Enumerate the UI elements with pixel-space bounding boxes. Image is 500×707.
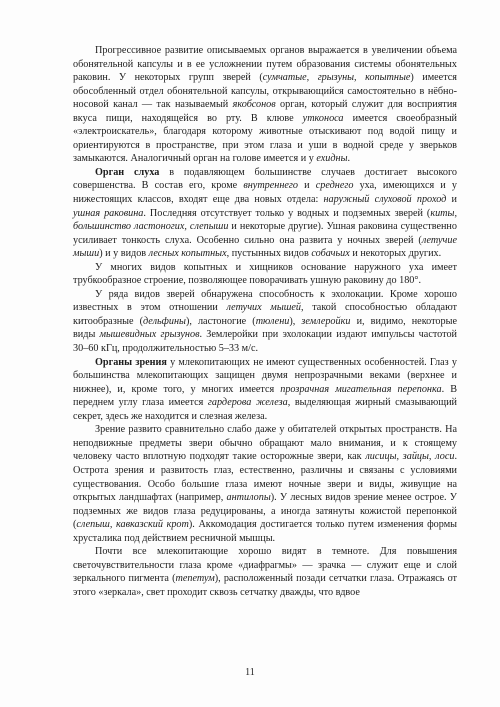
paragraph-vision-acuity [73,423,457,545]
text-run: У ряда видов зверей обнаружена способность к эхолокации. Кроме хорошо известных в этом отношении [73,288,457,314]
text-run: и, видимо, некоторые виды [73,315,457,341]
page-number: 11 [245,667,255,678]
text-run: . Острота зрения и развитость глаз, естественно, различны и связаны с условиями существования. Особо большие глаза имеют ночные звери и виды, живущие на открытых ландшафтах (например, [73,451,458,504]
italic-term: землеройки [301,315,351,327]
italic-term: наружный слуховой проход [323,194,447,206]
italic-term: ехидны [316,153,348,165]
text-run: Почти все млекопитающие хорошо видят в темноте. Для повышения светочувствительности глаза кроме «диафрагмы» — зрачка — служит еще и слой зеркального пигмента ( [73,546,457,585]
text-run: Прогрессивное развитие описываемых органов выражается в увеличении объема обонятельной капсулы и в ее усложнении путем образования системы обонятельных раковин. У некоторых групп зверей ( [73,45,457,84]
italic-term: лисицы, зайцы, лоси [365,451,455,463]
text-run: ), ластоногие ( [185,315,256,327]
text-run: . Землеройки при эхолокации издают импульсы частотой 30–60 кГц, продолжительностью 5–33 м/с. [73,329,457,355]
italic-term: летучих мышей [226,302,302,314]
text-run: , выделяющая жирный смазывающий секрет, здесь же находится и слезная железа. [73,397,457,422]
italic-term: внутреннего [243,180,298,192]
italic-term: якобсонов [232,99,276,111]
italic-term: лесных копытных [148,248,227,260]
italic-term: слепыш, кавказский крот [76,519,189,531]
italic-term: утконоса [302,112,344,124]
paragraph-olfactory [73,44,457,166]
text-run: орган, который служит для восприятия вкуса пищи, находящейся во рту. В клюве [73,99,457,124]
italic-term: собачьих [311,248,350,260]
text-run: и некоторых других. [349,248,442,260]
italic-term: летучие мыши [73,234,457,260]
text-run: . [347,153,351,165]
paragraph-ear-rotation [73,261,457,288]
text-run: ). У лесных видов зрение менее острое. У подземных же видов глаза редуцированы, а иногда затянуты кожистой перепонкой ( [73,492,457,531]
italic-term: тепетум [175,573,215,585]
italic-term: ушная раковина [73,207,144,219]
text-run: , пустынных видов [226,248,312,260]
text-run: в подавляющем большинстве случаев достигает высокого совершенства. В состав его, кроме [73,166,457,192]
text-run: У многих видов копытных и хищников основание наружного уха имеет трубкообразное строение, позволяющее поворачивать ушную раковину до 180°. [73,261,457,287]
italic-term: киты, большинство ластоногих, слепыши [73,207,457,233]
body-text [73,44,457,599]
text-run: . В переднем углу глаза имеется [73,383,457,409]
text-run: и [298,180,316,192]
text-run: . Последняя отсутствует только у водных и подземных зверей ( [143,207,431,219]
italic-term: антилопы [226,492,271,504]
text-run: имеется своеобразный «электроискатель», благодаря которому животные отыскивают под водой пищу и ориентируются в пространстве, при этом глаза и уши в водной среде у зверьков замыкаются. Аналогичный орган на голове имеется и у [73,112,457,165]
italic-term: дельфины [143,315,186,327]
text-run: ) имеется обособленный отдел обонятельной капсулы, открывающийся самостоятельно в нёбно-носовой канал — так называемый [73,72,457,111]
paragraph-night-vision [73,545,457,599]
italic-term: сумчатые, грызуны, копытные [262,72,411,84]
text-run: у млекопитающих не имеют существенных особенностей. Глаз у большинства млекопитающих защищен двумя непрозрачными веками (верхнее и нижнее), и, кроме того, у многих имеется [73,356,457,395]
text-run: Зрение развито сравнительно слабо даже у обитателей открытых пространств. На неподвижные предметы звери обычно обращают мало внимания, и к стоящему человеку часто вплотную подходят такие осторожные звери, как [73,424,457,463]
italic-term: мышевидных грызунов [99,329,200,341]
text-run: и [446,194,457,206]
paragraph-echolocation [73,288,457,356]
text-run: уха, имеющихся и у нижестоящих классов, входят еще два новых отдела: [73,180,457,206]
text-run: , такой способностью обладают китообразные ( [73,302,457,327]
paragraph-hearing [73,166,457,261]
text-run: ) и у видов [99,248,149,260]
text-run: ), [289,315,302,327]
bold-term: Орган слуха [95,166,160,178]
text-run: и некоторые другие). Ушная раковина существенно усиливает тонкость слуха. Особенно сильно она развита у ночных зверей ( [73,221,457,246]
paragraph-vision [73,356,457,424]
italic-term: прозрачная мигательная перепонка [280,383,442,395]
italic-term: гардерова железа [207,397,288,409]
italic-term: среднего [315,180,354,192]
bold-term: Органы зрения [95,356,167,368]
italic-term: тюлени [255,315,290,327]
text-run: ). Аккомодация достигается только путем изменения формы хрусталика под действием ресничной мышцы. [73,519,457,544]
text-run: ), расположенный позади сетчатки глаза. Отражаясь от этого «зеркала», свет проходит сквозь сетчатку дважды, что вдвое [73,573,457,598]
